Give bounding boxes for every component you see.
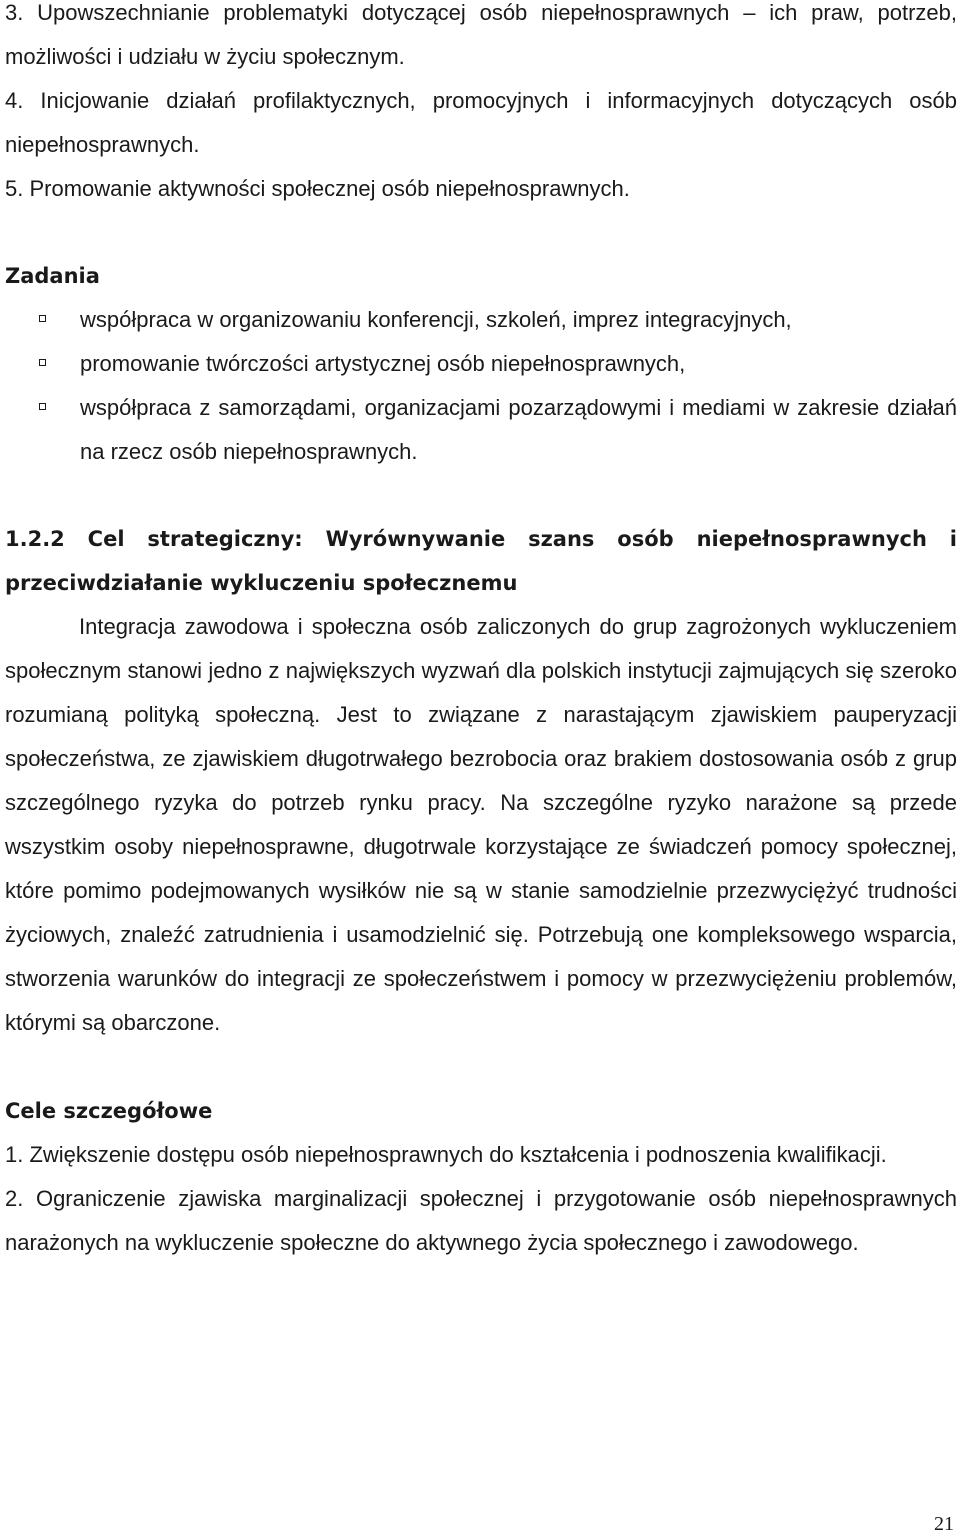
list-item-text: współpraca z samorządami, organizacjami pozarządowymi i mediami w zakresie działań na rzecz osób niepełnosprawnych. bbox=[80, 395, 957, 464]
zadania-list bbox=[5, 298, 957, 474]
list-item: 2. Ograniczenie zjawiska marginalizacji społecznej i przygotowanie osób niepełnosprawnych narażonych na wykluczenie społeczne do aktywnego życia społecznego i zawodowego. bbox=[5, 1186, 957, 1255]
section-heading: 1.2.2 Cel strategiczny: Wyrównywanie szans osób niepełnosprawnych i przeciwdziałanie wykluczeniu społecznemu bbox=[5, 527, 957, 595]
checkbox-bullet-icon bbox=[39, 315, 46, 322]
list-item bbox=[5, 298, 957, 342]
intro-list bbox=[5, 0, 957, 211]
checkbox-bullet-icon bbox=[39, 359, 46, 366]
body-paragraph: Integracja zawodowa i społeczna osób zaliczonych do grup zagrożonych wykluczeniem społecznym stanowi jedno z największych wyzwań dla polskich instytucji zajmujących się szeroko rozumianą polityką społeczną. Jest to związane z narastającym zjawiskiem pauperyzacji społeczeństwa, ze zjawiskiem długotrwałego bezrobocia oraz brakiem dostosowania osób z grup szczególnego ryzyka do potrzeb rynku pracy. Na szczególne ryzyko narażone są przede wszystkim osoby niepełnosprawne, długotrwale korzystające ze świadczeń pomocy społecznej, które pomimo podejmowanych wysiłków nie są w stanie samodzielnie przezwyciężyć trudności życiowych, znaleźć zatrudnienia i usamodzielnić się. Potrzebują one kompleksowego wsparcia, stworzenia warunków do integracji ze społeczeństwem i pomocy w przezwyciężeniu problemów, którymi są obarczone. bbox=[5, 614, 957, 1035]
cele-list bbox=[5, 1133, 957, 1265]
list-item-text: współpraca w organizowaniu konferencji, szkoleń, imprez integracyjnych, bbox=[80, 307, 792, 332]
list-item bbox=[5, 386, 957, 474]
list-item: 1. Zwiększenie dostępu osób niepełnosprawnych do kształcenia i podnoszenia kwalifikacji. bbox=[5, 1142, 887, 1167]
checkbox-bullet-icon bbox=[39, 403, 46, 410]
intro-item: 4. Inicjowanie działań profilaktycznych, promocyjnych i informacyjnych dotyczących osób niepełnosprawnych. bbox=[5, 88, 957, 157]
intro-item: 3. Upowszechnianie problematyki dotyczącej osób niepełnosprawnych – ich praw, potrzeb, możliwości i udziału w życiu społecznym. bbox=[5, 0, 957, 69]
list-item-text: promowanie twórczości artystycznej osób niepełnosprawnych, bbox=[80, 351, 686, 376]
document-page bbox=[5, 0, 957, 1265]
zadania-heading: Zadania bbox=[5, 264, 100, 288]
list-item bbox=[5, 342, 957, 386]
intro-item: 5. Promowanie aktywności społecznej osób niepełnosprawnych. bbox=[5, 176, 630, 201]
cele-heading: Cele szczegółowe bbox=[5, 1099, 213, 1123]
page-number: 21 bbox=[934, 1513, 954, 1535]
